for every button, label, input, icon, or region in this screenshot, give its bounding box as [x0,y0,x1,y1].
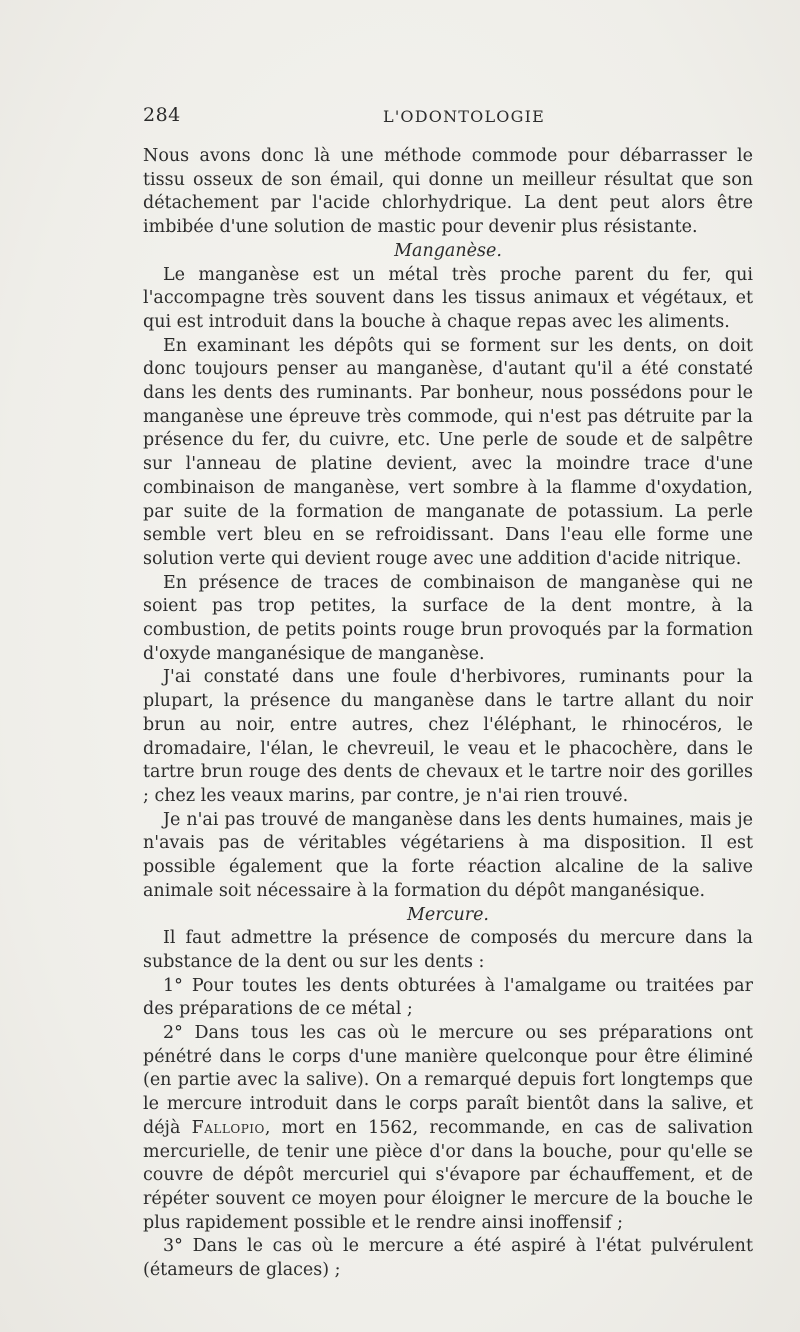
body-text [143,145,753,1283]
paragraph: Le manganèse est un métal très proche parent du fer, qui l'accompagne très souvent dans les tissus animaux et végétaux, et qui est introduit dans la bouche à chaque repas avec les aliments. [143,264,753,332]
list-item-2-text-before: 2° Dans tous les cas où le mercure ou ses préparations ont pénétré dans le corps d'une manière quelconque pour être éliminé (en partie avec la salive). On a remarqué depuis fort longtemps que le mercure introduit dans le corps paraît bientôt dans la salive, et déjà [143,1023,753,1138]
paragraph: Il faut admettre la présence de composés du mercure dans la substance de la dent ou sur les dents : [143,928,753,972]
section-heading-mercure: Mercure. [407,904,489,925]
paragraph: Je n'ai pas trouvé de manganèse dans les dents humaines, mais je n'avais pas de véritables végétariens à ma disposition. Il est possible également que la forte réaction alcaline de la salive animale soit nécessaire à la formation du dépôt manganésique. [143,809,753,901]
running-title: L'ODONTOLOGIE [383,107,545,126]
paragraph: J'ai constaté dans une foule d'herbivores, ruminants pour la plupart, la présence du manganèse dans le tartre allant du noir brun au noir, entre autres, chez l'éléphant, le rhinocéros, le dromadaire, l'élan, le chevreuil, le veau et le phacochère, dans le tartre brun rouge des dents de chevaux et le tartre noir des gorilles ; chez les veaux marins, par contre, je n'ai rien trouvé. [143,667,753,806]
list-item-3: 3° Dans le cas où le mercure a été aspiré à l'état pulvérulent (étameurs de glaces) ; [143,1236,753,1281]
paragraph: En examinant les dépôts qui se forment sur les dents, on doit donc toujours penser au manganèse, d'autant qu'il a été constaté dans les dents des ruminants. Par bonheur, nous possédons pour le manganèse une épreuve très commode, qui n'est pas détruite par la présence du fer, du cuivre, etc. Une perle de soude et de salpêtre sur l'anneau de platine devient, avec la moindre trace d'une combinaison de manganèse, vert sombre à la flamme d'oxydation, par suite de la formation de manganate de potassium. La perle semble vert bleu en se refroidissant. Dans l'eau elle forme une solution verte qui devient rouge avec une addition d'acide nitrique. [143,335,753,569]
list-item-1: 1° Pour toutes les dents obturées à l'amalgame ou traitées par des préparations de ce métal ; [143,975,753,1020]
page-header [143,104,753,134]
section-heading-manganese: Manganèse. [394,240,502,261]
paragraph: Nous avons donc là une méthode commode pour débarrasser le tissu osseux de son émail, qui donne un meilleur résultat que son détachement par l'acide chlorhydrique. La dent peut alors être imbibée d'une solution de mastic pour devenir plus résistante. [143,146,753,238]
list-item-2-text-after: , mort en 1562, recommande, en cas de salivation mercurielle, de tenir une pièce d'or dans la bouche, pour qu'elle se couvre de dépôt mercuriel qui s'évapore par échauffement, et de répéter souvent ce moyen pour éloigner le mercure de la bouche le plus rapidement possible et le rendre ainsi inoffensif ; [143,1117,753,1233]
paragraph: En présence de traces de combinaison de manganèse qui ne soient pas trop petites, la surface de la dent montre, à la combustion, de petits points rouge brun provoqués par la formation d'oxyde manganésique de manganèse. [143,572,753,664]
page-number: 284 [143,104,181,126]
author-name-fallopio: Fallopio [191,1117,265,1138]
list-item-2 [143,1022,753,1235]
